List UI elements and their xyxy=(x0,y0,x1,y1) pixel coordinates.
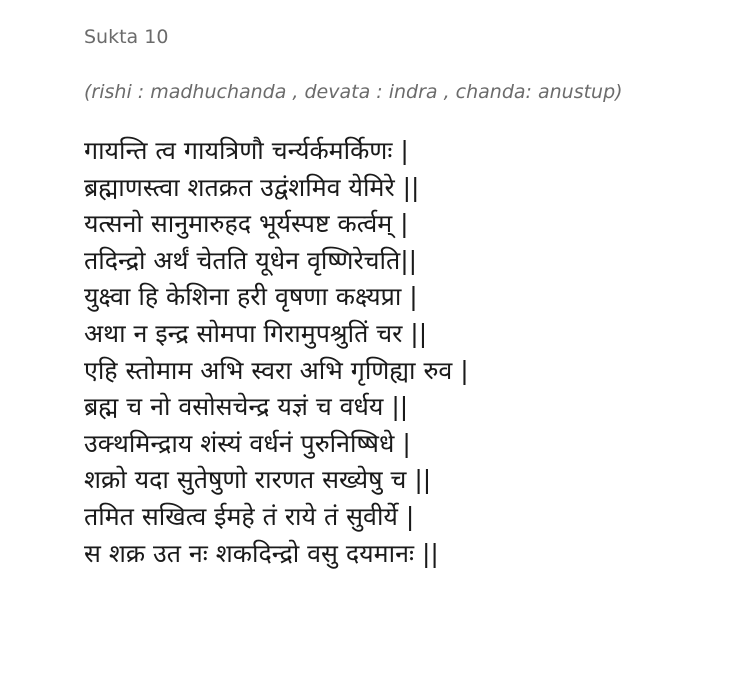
verse-line: स शक्र उत नः शकदिन्द्रो वसु दयमानः || xyxy=(84,538,439,568)
verse-line: अथा न इन्द्र सोमपा गिरामुपश्रुतिं चर || xyxy=(84,318,428,348)
verse-line: एहि स्तोमाम अभि स्वरा अभि गृणिह्या रुव | xyxy=(84,355,469,385)
verse-line: ब्रह्माणस्त्वा शतक्रत उद्वंशमिव येमिरे || xyxy=(84,172,420,202)
sukta-title: Sukta 10 xyxy=(84,26,169,48)
attribution-line: (rishi : madhuchanda , devata : indra , chanda: anustup) xyxy=(84,81,623,103)
verse-line: युक्ष्वा हि केशिना हरी वृषणा कक्ष्यप्रा | xyxy=(84,282,418,312)
verse-line: गायन्ति त्व गायत्रिणौ चर्न्यर्कमर्किणः | xyxy=(84,136,409,165)
verse-line: तमित सखित्व ईमहे तं राये तं सुवीर्ये | xyxy=(84,501,415,531)
verse-line: यत्सनो सानुमारुहद भूर्यस्पष्ट कर्त्वम् | xyxy=(84,209,409,239)
verse-list xyxy=(84,133,469,572)
verse-line: शक्रो यदा सुतेषुणो रारणत सख्येषु च || xyxy=(84,465,432,495)
verse-line: तदिन्द्रो अर्थं चेतति यूधेन वृष्णिरेचति|| xyxy=(84,245,418,275)
verse-line: उक्थमिन्द्राय शंस्यं वर्धनं पुरुनिष्षिधे | xyxy=(84,428,411,458)
verse-line: ब्रह्म च नो वसोसचेन्द्र यज्ञं च वर्धय || xyxy=(84,392,409,422)
